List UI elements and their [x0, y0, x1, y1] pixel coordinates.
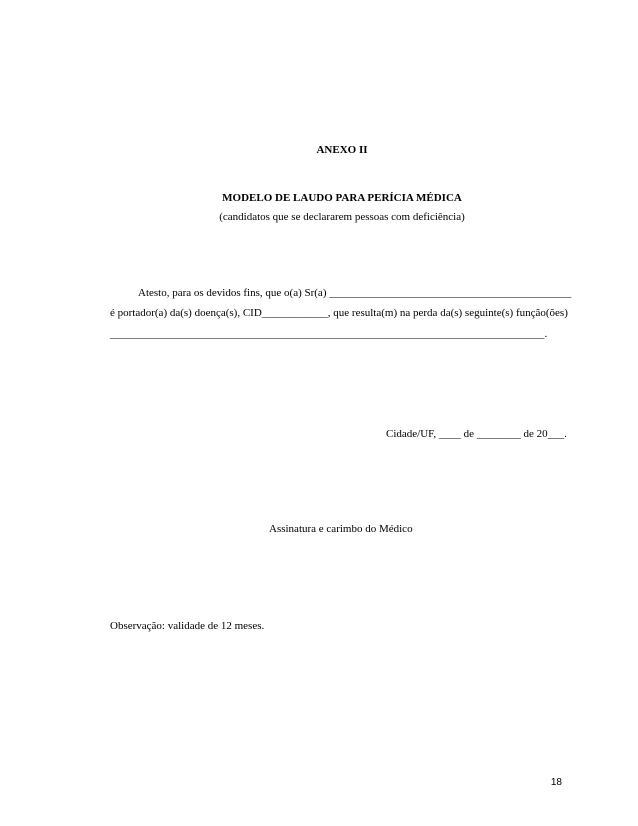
body-line-2: é portador(a) da(s) doença(s), CID____________, que resulta(m) na perda da(s) seguinte(s) função(ões)	[110, 307, 568, 319]
place-date-line: Cidade/UF, ____ de ________ de 20___.	[386, 428, 567, 440]
page-number: 18	[550, 777, 562, 788]
observation-note: Observação: validade de 12 meses.	[110, 620, 265, 632]
annex-title: ANEXO II	[316, 144, 368, 156]
signature-label: Assinatura e carimbo do Médico	[269, 523, 413, 535]
subtitle: (candidatos que se declararem pessoas com deficiência)	[219, 211, 465, 223]
body-line-3: _______________________________________________________________________________.	[110, 328, 548, 340]
model-title: MODELO DE LAUDO PARA PERÍCIA MÉDICA	[222, 192, 462, 204]
body-line-1: Atesto, para os devidos fins, que o(a) Sr(a) ____________________________________________	[138, 287, 572, 299]
